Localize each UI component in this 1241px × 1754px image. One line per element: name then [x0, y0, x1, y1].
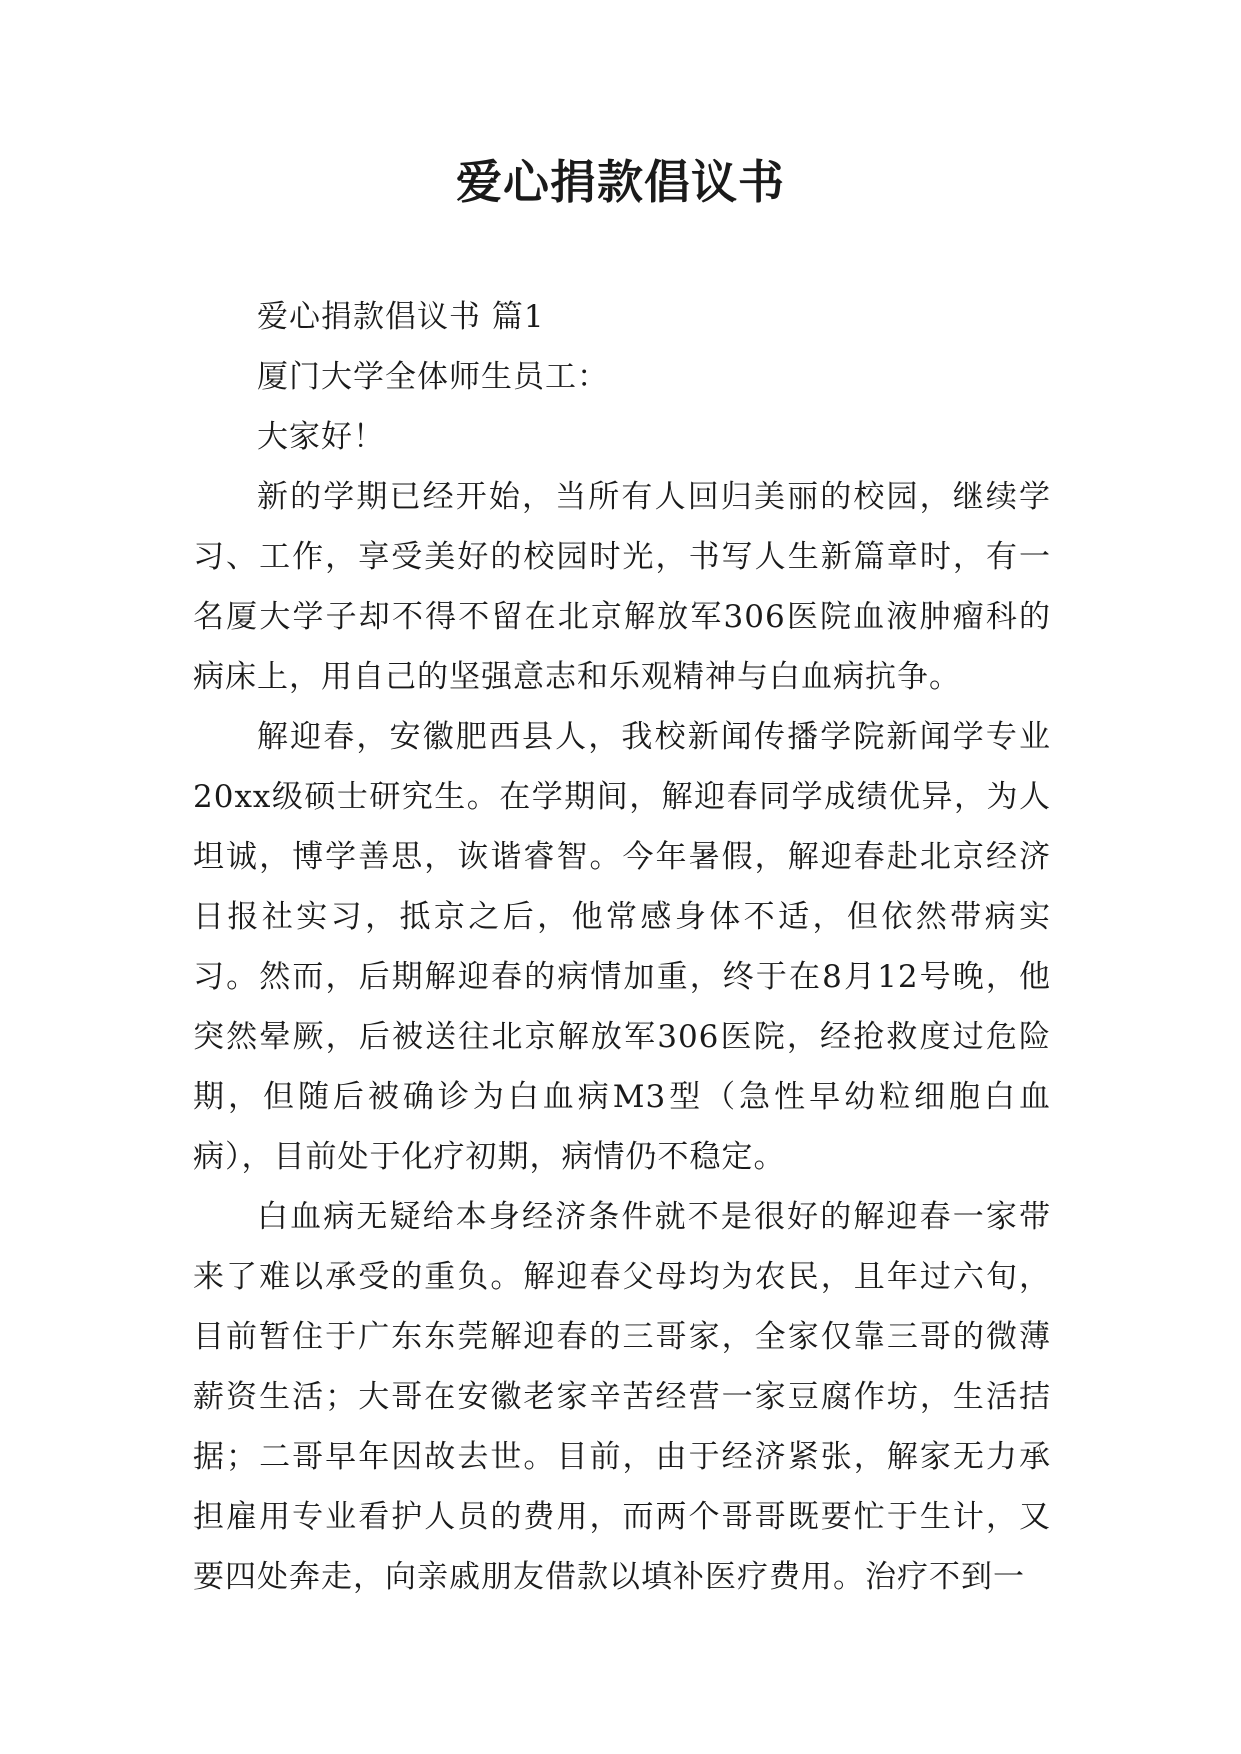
body-paragraph: 白血病无疑给本身经济条件就不是很好的解迎春一家带来了难以承受的重负。解迎春父母均为农民，且年过六旬，目前暂住于广东东莞解迎春的三哥家，全家仅靠三哥的微薄薪资生活；大哥在安徽老家辛苦经营一家豆腐作坊，生活拮据；二哥早年因故去世。目前，由于经济紧张，解家无力承担雇用专业看护人员的费用，而两个哥哥既要忙于生计，又要四处奔走，向亲戚朋友借款以填补医疗费用。治疗不到一	[193, 1199, 1051, 1595]
greeting: 大家好！	[257, 419, 385, 455]
document-body	[193, 287, 1051, 1607]
body-paragraph: 解迎春，安徽肥西县人，我校新闻传播学院新闻学专业20xx级硕士研究生。在学期间，解迎春同学成绩优异，为人坦诚，博学善思，诙谐睿智。今年暑假，解迎春赴北京经济日报社实习，抵京之后，他常感身体不适，但依然带病实习。然而，后期解迎春的病情加重，终于在8月12号晚，他突然晕厥，后被送往北京解放军306医院，经抢救度过危险期，但随后被确诊为白血病M3型（急性早幼粒细胞白血病），目前处于化疗初期，病情仍不稳定。	[193, 719, 1051, 1175]
section-heading: 爱心捐款倡议书 篇1	[257, 299, 545, 335]
salutation: 厦门大学全体师生员工：	[257, 359, 609, 395]
body-paragraph: 新的学期已经开始，当所有人回归美丽的校园，继续学习、工作，享受美好的校园时光，书写人生新篇章时，有一名厦大学子却不得不留在北京解放军306医院血液肿瘤科的病床上，用自己的坚强意志和乐观精神与白血病抗争。	[193, 479, 1051, 695]
document-title: 爱心捐款倡议书	[456, 155, 785, 209]
